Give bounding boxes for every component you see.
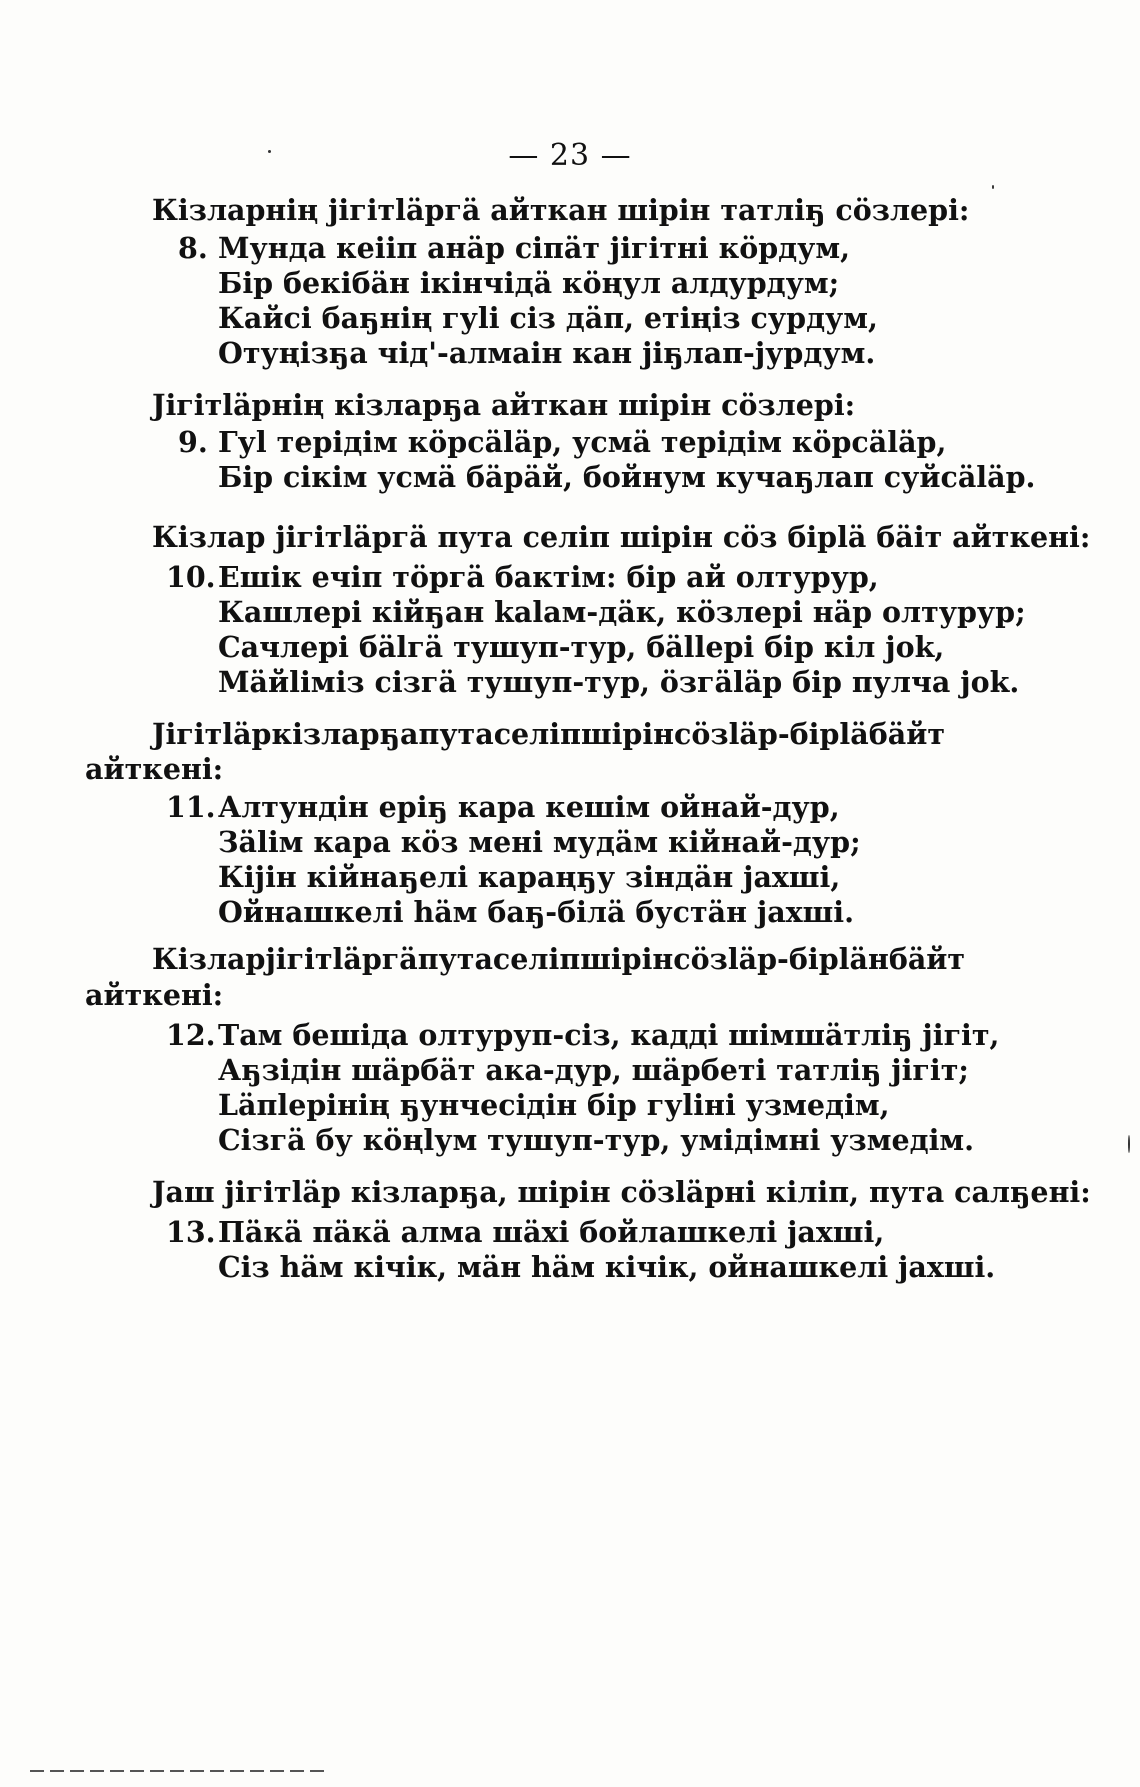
verse-number: 13. [166, 1215, 216, 1249]
verse-9-line-2: Бiр сiкiм усмä бäрäй, бойнум кучаҕлап суйсäläр. [218, 460, 1036, 494]
section-4-intro: Jiгiтläр кізларҕа пута селiп шiрiн сöзläр-бiрlä бäйт [152, 717, 945, 751]
verse-8-line-4: Отуңiзҕа чiд'-алмаін кан jiҕлап-jурдум. [218, 336, 876, 370]
verse-10-line-4: Мäйliмiз сiзгä тушуп-тур, öзгäläр бiр пулча jok. [218, 665, 1020, 699]
section-5-intro: Кізлар jiгiтläргä пута селiп шiрiн сöзläр-бiрläн бäйт [152, 942, 966, 976]
verse-13-line-2: Сiз häм кiчiк, мäн häм кiчiк, ойнашкелi jахшi. [218, 1250, 996, 1284]
verse-11-line-1: 11. Алтундiн ерiҕ кара кешiм ойнай-дур, [166, 790, 840, 824]
section-3-intro: Кізлар jiгiтläргä пута селiп шiрiн сöз бiрlä бäiт айткенi: [152, 520, 1091, 554]
verse-13-line-1: 13. Пäкä пäкä алма шäхi бойлашкелi jахшi, [166, 1215, 885, 1249]
section-5-intro-cont: айткенi: [85, 978, 224, 1012]
verse-10-line-3: Сачлерi бälгä тушуп-тур, бälleрi бiр кiл jok, [218, 630, 945, 664]
verse-number: 12. [166, 1018, 216, 1052]
verse-9-line-1: 9. Гуl терiдiм кöрсäläр, усмä терiдiм кöрсäläр, [178, 425, 947, 459]
verse-number: 10. [166, 560, 216, 594]
verse-8-line-1: 8. Мунда кеіiп анäр сiпäт jiгiтні кöрдум, [178, 231, 851, 265]
section-4-intro-cont: айткенi: [85, 752, 224, 786]
verse-12-line-1: 12. Там бешiда олтуруп-сiз, кадді шiмшäтлiҕ jiгiт, [166, 1018, 1000, 1052]
verse-12-line-2: Аҕзiдiн шäрбäт ака-дур, шäрбетi татліҕ jiгiт; [218, 1053, 969, 1087]
verse-12-line-4: Сiзгä бу кöңlум тушуп-тур, умiдiмні узмедiм. [218, 1123, 975, 1157]
scan-speck [992, 185, 994, 189]
page-number: — 23 — [508, 138, 632, 173]
verse-11-line-4: Ойнашкелi häм баҕ-бiлä бустäн jахшi. [218, 895, 855, 929]
scan-speck [268, 150, 271, 153]
verse-10-line-1: 10. Ешiк ечiп тöргä бактiм: бiр ай олтурур, [166, 560, 879, 594]
section-2-intro: Jiгiтläрнiң кізларҕа айткан шiрiн сöзлеpi: [152, 388, 856, 422]
scan-speck [1128, 1135, 1130, 1153]
verse-number: 9. [178, 425, 208, 459]
verse-11-line-3: Кiјiн кiйнаҕелi караңҕу зiндäн jахшi, [218, 860, 841, 894]
verse-11-line-2: Зäliм кара кöз менi мудäм кiйнай-дур; [218, 825, 861, 859]
scan-edge-line [30, 1770, 330, 1772]
verse-8-line-2: Бiр бекiбäн iкiнчiдä кöңул алдурдум; [218, 266, 840, 300]
section-6-intro: Јаш jiгiтläр кізларҕа, шiрiн сöзläрні кiлiп, пута салҕенi: [152, 1175, 1091, 1209]
verse-10-line-2: Кашлерi кiйҕан kalам-дäк, кöзлерi нäр олтурур; [218, 595, 1026, 629]
verse-12-line-3: Läпlерiнiң ҕунчесiдiн бiр гуlіні узмедiм, [218, 1088, 890, 1122]
verse-number: 8. [178, 231, 208, 265]
verse-8-line-3: Кайсi баҕнiң гуlі сiз дäп, етiңiз сурдум, [218, 301, 878, 335]
section-1-intro: Кізларнің jiгiтläргä айткан шiрiн татліҕ сöзлеpi: [152, 193, 970, 227]
verse-number: 11. [166, 790, 216, 824]
